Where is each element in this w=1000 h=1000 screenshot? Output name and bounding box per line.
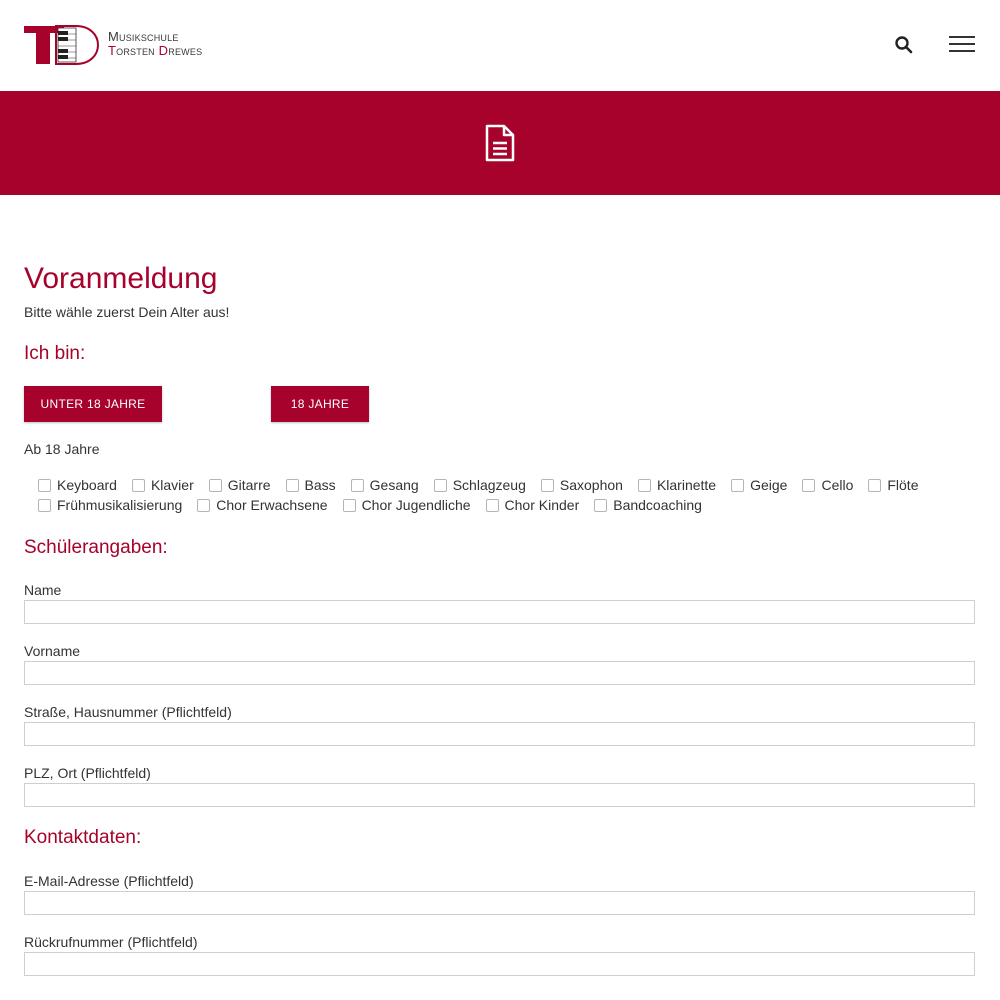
checkbox-schlagzeug[interactable]	[434, 477, 526, 493]
instrument-row-1	[38, 477, 933, 493]
callback-label: Rückrufnummer (Pflichtfeld)	[24, 934, 198, 950]
checkbox-label: Flöte	[887, 477, 919, 493]
checkbox-floete[interactable]	[868, 477, 918, 493]
checkbox-fruehmusikalisierung[interactable]	[38, 497, 182, 513]
checkbox-keyboard[interactable]	[38, 477, 117, 493]
checkbox-label: Gitarre	[227, 477, 271, 493]
hamburger-menu-icon[interactable]	[949, 36, 975, 54]
page-subtitle: Bitte wähle zuerst Dein Alter aus!	[24, 304, 230, 320]
checkbox-gesang[interactable]	[351, 477, 419, 493]
checkbox-chor-kinder[interactable]	[486, 497, 580, 513]
checkbox-label: Bass	[304, 477, 336, 493]
checkbox-box[interactable]	[486, 499, 499, 512]
contact-heading: Kontaktdaten:	[24, 827, 142, 848]
logo-line1: Musikschule	[108, 29, 179, 44]
checkbox-bandcoaching[interactable]	[594, 497, 702, 513]
checkbox-label: Chor Erwachsene	[216, 497, 328, 513]
checkbox-box[interactable]	[286, 479, 299, 492]
checkbox-box[interactable]	[731, 479, 744, 492]
instrument-row-2	[38, 497, 717, 513]
plz-ort-input[interactable]	[24, 783, 975, 807]
checkbox-label: Keyboard	[57, 477, 117, 493]
checkbox-box[interactable]	[541, 479, 554, 492]
vorname-input[interactable]	[24, 661, 975, 685]
checkbox-label: Gesang	[369, 477, 419, 493]
checkbox-label: Frühmusikalisierung	[57, 497, 183, 513]
street-input[interactable]	[24, 722, 975, 746]
name-input[interactable]	[24, 600, 975, 624]
checkbox-gitarre[interactable]	[209, 477, 271, 493]
checkbox-box[interactable]	[868, 479, 881, 492]
checkbox-box[interactable]	[38, 479, 51, 492]
page-banner	[0, 91, 1000, 195]
checkbox-label: Klarinette	[656, 477, 717, 493]
search-icon[interactable]	[894, 35, 914, 55]
menu-bar	[949, 36, 975, 38]
age-selected-label: Ab 18 Jahre	[24, 441, 100, 457]
checkbox-box[interactable]	[197, 499, 210, 512]
checkbox-cello[interactable]	[802, 477, 853, 493]
logo-word-rewes: rewes	[168, 43, 203, 58]
under-18-button[interactable]: UNTER 18 JAHRE	[24, 386, 162, 422]
age-heading: Ich bin:	[24, 343, 86, 364]
site-header	[0, 0, 1000, 91]
vorname-label: Vorname	[24, 643, 81, 659]
checkbox-chor-jugendliche[interactable]	[343, 497, 471, 513]
checkbox-box[interactable]	[434, 479, 447, 492]
checkbox-label: Chor Jugendliche	[361, 497, 471, 513]
checkbox-label: Cello	[821, 477, 854, 493]
callback-input[interactable]	[24, 952, 975, 976]
logo-text	[108, 30, 202, 58]
logo-word-orsten: orsten	[116, 43, 159, 58]
18-years-button[interactable]: 18 JAHRE	[271, 386, 369, 422]
logo-monogram-icon	[24, 24, 100, 66]
logo-initial-d: D	[158, 43, 169, 58]
checkbox-label: Saxophon	[559, 477, 623, 493]
checkbox-klarinette[interactable]	[638, 477, 716, 493]
checkbox-bass[interactable]	[286, 477, 336, 493]
checkbox-box[interactable]	[132, 479, 145, 492]
checkbox-geige[interactable]	[731, 477, 787, 493]
checkbox-label: Bandcoaching	[613, 497, 702, 513]
checkbox-box[interactable]	[38, 499, 51, 512]
email-input[interactable]	[24, 891, 975, 915]
checkbox-label: Schlagzeug	[452, 477, 526, 493]
checkbox-label: Chor Kinder	[504, 497, 580, 513]
student-heading: Schülerangaben:	[24, 537, 168, 558]
checkbox-box[interactable]	[343, 499, 356, 512]
checkbox-chor-erwachsene[interactable]	[197, 497, 327, 513]
logo-line2	[108, 44, 202, 58]
checkbox-label: Klavier	[150, 477, 194, 493]
checkbox-saxophon[interactable]	[541, 477, 623, 493]
checkbox-box[interactable]	[802, 479, 815, 492]
name-label: Name	[24, 582, 62, 598]
checkbox-klavier[interactable]	[132, 477, 194, 493]
document-icon	[484, 124, 516, 162]
logo-initial-t: T	[108, 43, 117, 58]
checkbox-label: Geige	[750, 477, 788, 493]
site-logo[interactable]	[24, 24, 214, 66]
menu-bar	[949, 43, 975, 45]
checkbox-box[interactable]	[351, 479, 364, 492]
email-label: E-Mail-Adresse (Pflichtfeld)	[24, 873, 194, 889]
checkbox-box[interactable]	[594, 499, 607, 512]
checkbox-box[interactable]	[638, 479, 651, 492]
page-title: Voranmeldung	[24, 262, 218, 295]
checkbox-box[interactable]	[209, 479, 222, 492]
plz-ort-label: PLZ, Ort (Pflichtfeld)	[24, 765, 151, 781]
street-label: Straße, Hausnummer (Pflichtfeld)	[24, 704, 232, 720]
menu-bar	[949, 50, 975, 52]
